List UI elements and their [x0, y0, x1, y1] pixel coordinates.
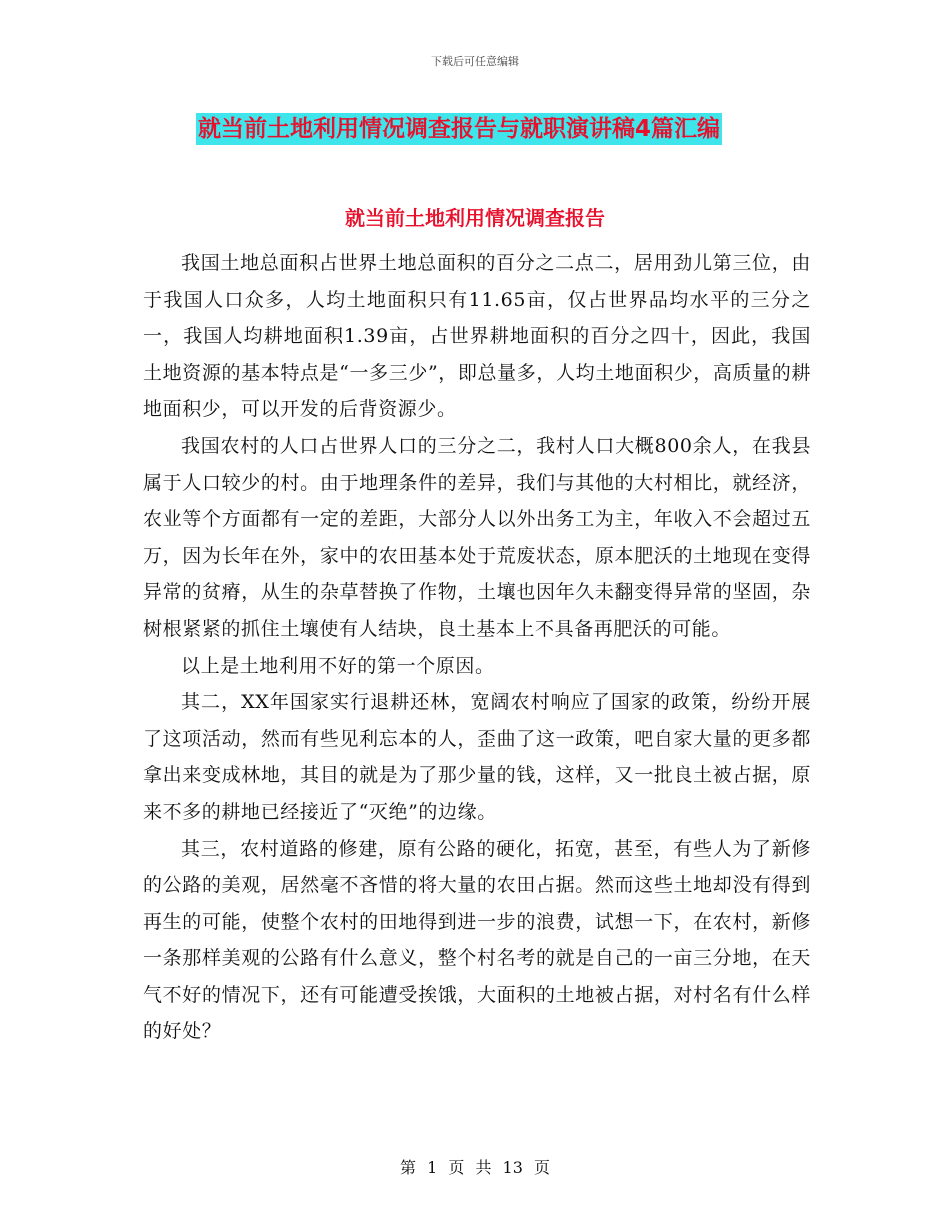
document-body — [143, 245, 811, 1050]
document-main-title: 就当前土地利用情况调查报告与就职演讲稿4篇汇编 — [196, 113, 722, 145]
paragraph-2: 我国农村的人口占世界人口的三分之二，我村人口大概800余人，在我县属于人口较少的村。由于地理条件的差异，我们与其他的大村相比，就经济，农业等个方面都有一定的差距，大部分人以外出务工为主，年收入不会超过五万，因为长年在外，家中的农田基本处于荒废状态，原本肥沃的土地现在变得异常的贫瘠，从生的杂草替换了作物，土壤也因年久未翻变得异常的坚固，杂树根紧紧的抓住土壤使有人结块，良土基本上不具备再肥沃的可能。 — [143, 434, 811, 640]
section-title: 就当前土地利用情况调查报告 — [345, 206, 605, 230]
paragraph-1: 我国土地总面积占世界土地总面积的百分之二点二，居用劲儿第三位，由于我国人口众多，人均土地面积只有11.65亩，仅占世界品均水平的三分之一，我国人均耕地面积1.39亩，占世界耕地面积的百分之四十，因此，我国土地资源的基本特点是“一多三少”，即总量多，人均土地面积少，高质量的耕地面积少，可以开发的后背资源少。 — [143, 252, 811, 421]
paragraph-5: 其三，农村道路的修建，原有公路的硬化，拓宽，甚至，有些人为了新修的公路的美观，居然毫不吝惜的将大量的农田占据。然而这些土地却没有得到再生的可能，使整个农村的田地得到进一步的浪费，试想一下，在农村，新修一条那样美观的公路有什么意义，整个村名考的就是自己的一亩三分地，在天气不好的情况下，还有可能遭受挨饿，大面积的土地被占据，对村名有什么样的好处？ — [143, 837, 811, 1043]
paragraph-4: 其二，XX年国家实行退耕还林，宽阔农村响应了国家的政策，纷纷开展了这项活动，然而有些见利忘本的人，歪曲了这一政策，吧自家大量的更多都拿出来变成林地，其目的就是为了那少量的钱，这样，又一批良土被占据，原来不多的耕地已经接近了“灭绝”的边缘。 — [143, 691, 811, 823]
page-indicator: 第 1 页 共 13 页 — [400, 1158, 550, 1177]
header-note: 下载后可任意编辑 — [431, 55, 519, 68]
paragraph-3: 以上是土地利用不好的第一个原因。 — [181, 654, 495, 677]
